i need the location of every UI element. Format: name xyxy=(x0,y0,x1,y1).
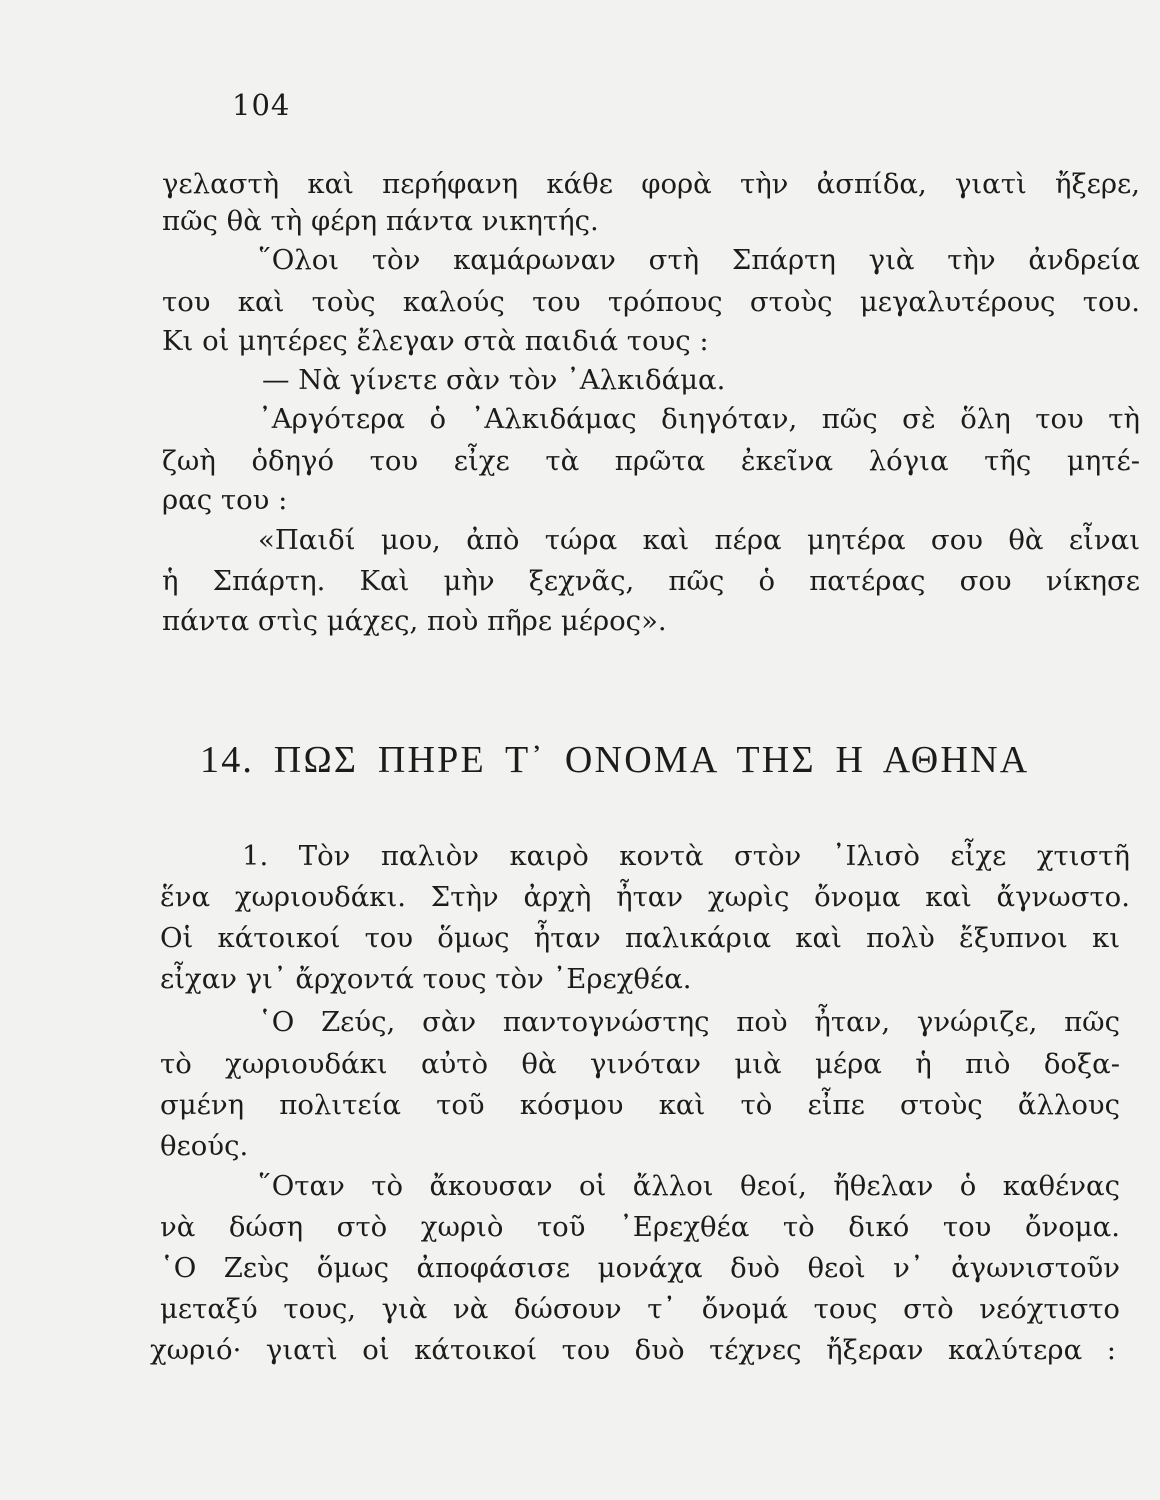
text-line: ᾿Αργότερα ὁ ᾿Αλκιδάμας διηγόταν, πῶς σὲ ὅλη του τὴ xyxy=(258,403,1140,435)
text-line: ἡ Σπάρτη. Καὶ μὴν ξεχνᾶς, πῶς ὁ πατέρας σου νίκησε xyxy=(162,565,1140,597)
text-line: χωριό· γιατὶ οἱ κάτοικοί του δυὸ τέχνες ἤξεραν καλύτερα : xyxy=(150,1334,1116,1366)
text-line: ῞Οταν τὸ ἄκουσαν οἱ ἄλλοι θεοί, ἤθελαν ὁ καθένας xyxy=(258,1170,1120,1202)
text-line: ῾Ο Ζεύς, σὰν παντογνώστης ποὺ ἦταν, γνώριζε, πῶς xyxy=(258,1006,1120,1038)
text-line: σμένη πολιτεία τοῦ κόσμου καὶ τὸ εἶπε στοὺς ἄλλους xyxy=(160,1089,1120,1121)
text-line: «Παιδί μου, ἀπὸ τώρα καὶ πέρα μητέρα σου θὰ εἶναι xyxy=(258,524,1140,556)
text-line: μεταξύ τους, γιὰ νὰ δώσουν τ᾿ ὄνομά τους στὸ νεόχτιστο xyxy=(160,1293,1120,1325)
text-line: — Νὰ γίνετε σὰν τὸν ᾿Αλκιδάμα. xyxy=(262,364,726,396)
text-line: πῶς θὰ τὴ φέρη πάντα νικητής. xyxy=(162,205,599,237)
text-line: τὸ χωριουδάκι αὐτὸ θὰ γινόταν μιὰ μέρα ἡ πιὸ δοξα- xyxy=(160,1048,1120,1080)
text-line: του καὶ τοὺς καλούς του τρόπους στοὺς μεγαλυτέρους του. xyxy=(162,286,1140,318)
text-line: 1. Τὸν παλιὸν καιρὸ κοντὰ στὸν ᾿Ιλισὸ εἶχε χτιστῆ xyxy=(242,840,1130,872)
text-line: γελαστὴ καὶ περήφανη κάθε φορὰ τὴν ἀσπίδα, γιατὶ ἤξερε, xyxy=(162,168,1140,200)
text-line: ἕνα χωριουδάκι. Στὴν ἀρχὴ ἦταν χωρὶς ὄνομα καὶ ἄγνωστο. xyxy=(160,881,1130,913)
text-line: πάντα στὶς μάχες, ποὺ πῆρε μέρος». xyxy=(162,605,667,637)
text-line: ῞Ολοι τὸν καμάρωναν στὴ Σπάρτη γιὰ τὴν ἀνδρεία xyxy=(258,244,1140,276)
text-line: ρας του : xyxy=(162,484,288,516)
text-line: νὰ δώση στὸ χωριὸ τοῦ ᾿Ερεχθέα τὸ δικό του ὄνομα. xyxy=(160,1211,1120,1243)
text-line: εἶχαν γι᾿ ἄρχοντά τους τὸν ᾿Ερεχθέα. xyxy=(160,963,692,995)
text-line: Οἱ κάτοικοί του ὅμως ἦταν παλικάρια καὶ πολὺ ἔξυπνοι κι xyxy=(160,922,1120,954)
text-line: Κι οἱ μητέρες ἔλεγαν στὰ παιδιά τους : xyxy=(162,325,709,357)
text-line: θεούς. xyxy=(160,1130,249,1162)
page-number: 104 xyxy=(232,88,291,122)
text-line: ῾Ο Ζεὺς ὅμως ἀποφάσισε μονάχα δυὸ θεοὶ ν᾿ ἀγωνιστοῦν xyxy=(160,1252,1120,1284)
section-heading: 14. ΠΩΣ ΠΗΡΕ Τ᾿ ΟΝΟΜΑ ΤΗΣ Η ΑΘΗΝΑ xyxy=(200,739,1030,781)
text-line: ζωὴ ὁδηγό του εἶχε τὰ πρῶτα ἐκεῖνα λόγια τῆς μητέ- xyxy=(162,445,1140,477)
